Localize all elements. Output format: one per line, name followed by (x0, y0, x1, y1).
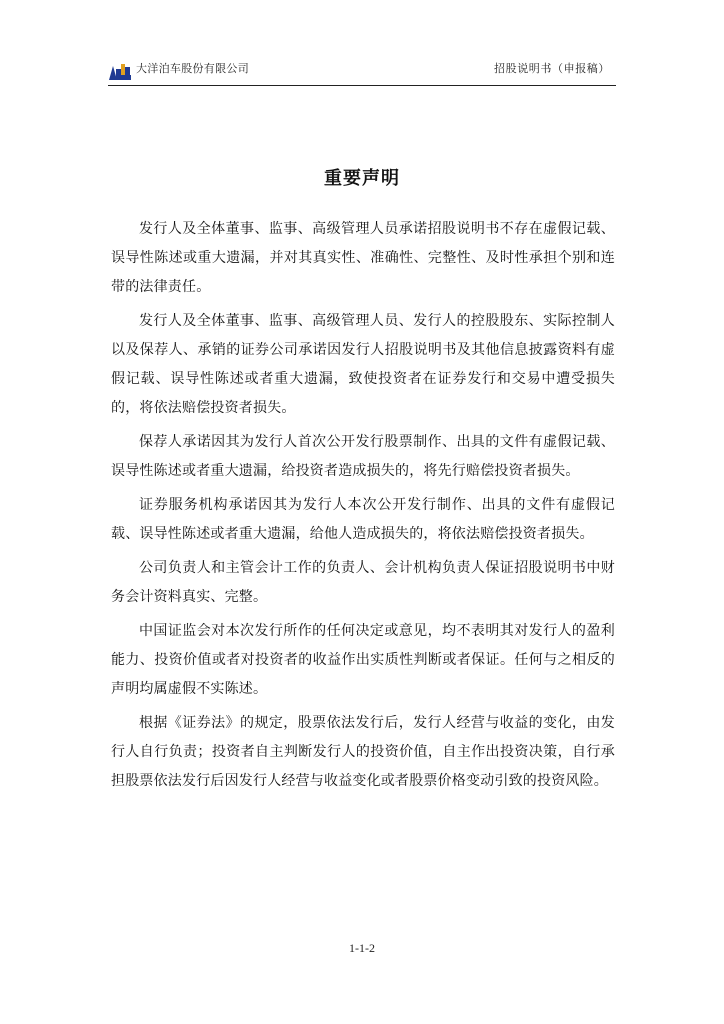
paragraph: 证券服务机构承诺因其为发行人本次公开发行制作、出具的文件有虚假记载、误导性陈述或者重大遗漏，给他人造成损失的，将依法赔偿投资者损失。 (111, 497, 615, 542)
paragraph: 公司负责人和主管会计工作的负责人、会计机构负责人保证招股说明书中财务会计资料真实、完整。 (111, 560, 615, 605)
page-header (108, 55, 616, 86)
page-title: 重要声明 (324, 168, 400, 189)
paragraph: 发行人及全体董事、监事、高级管理人员承诺招股说明书不存在虚假记载、误导性陈述或重大遗漏，并对其真实性、准确性、完整性、及时性承担个别和连带的法律责任。 (111, 221, 615, 295)
company-name: 大洋泊车股份有限公司 (136, 62, 249, 75)
paragraph: 根据《证券法》的规定，股票依法发行后，发行人经营与收益的变化，由发行人自行负责；投资者自主判断发行人的投资价值，自主作出投资决策，自行承担股票依法发行后因发行人经营与收益变化或者股票价格变动引致的投资风险。 (111, 715, 615, 789)
statement-body (111, 215, 615, 801)
page-number: 1-1-2 (349, 941, 375, 955)
document-type: 招股说明书（申报稿） (494, 62, 610, 75)
paragraph: 发行人及全体董事、监事、高级管理人员、发行人的控股股东、实际控制人以及保荐人、承销的证券公司承诺因发行人招股说明书及其他信息披露资料有虚假记载、误导性陈述或者重大遗漏，致使投资者在证券发行和交易中遭受损失的，将依法赔偿投资者损失。 (111, 313, 615, 416)
paragraph: 中国证监会对本次发行所作的任何决定或意见，均不表明其对发行人的盈利能力、投资价值或者对投资者的收益作出实质性判断或者保证。任何与之相反的声明均属虚假不实陈述。 (111, 623, 615, 697)
paragraph: 保荐人承诺因其为发行人首次公开发行股票制作、出具的文件有虚假记载、误导性陈述或者重大遗漏，给投资者造成损失的，将先行赔偿投资者损失。 (111, 434, 615, 479)
company-logo-icon (109, 60, 131, 80)
